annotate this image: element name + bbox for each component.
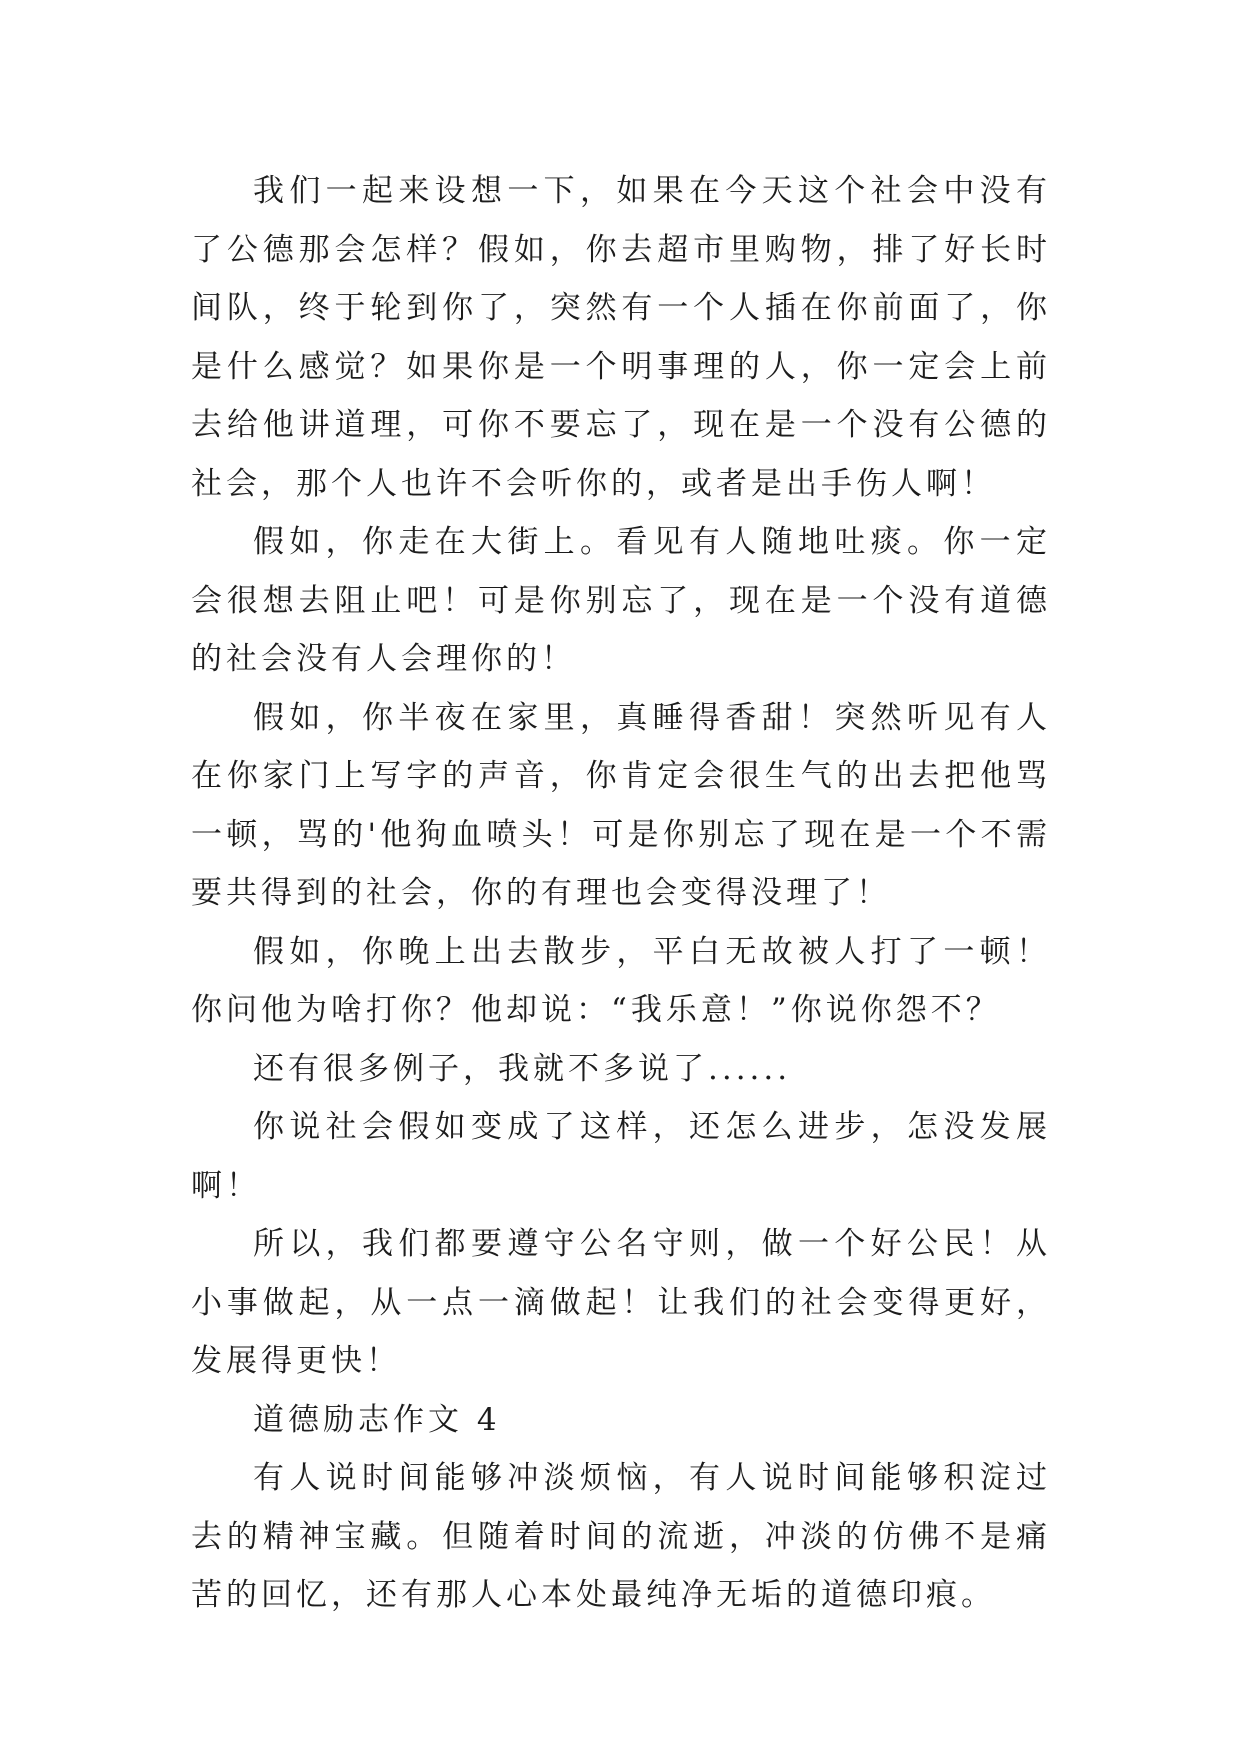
paragraph-3: 假如，你半夜在家里，真睡得香甜！突然听见有人在你家门上写字的声音，你肯定会很生气的出去把他骂一顿，骂的'他狗血喷头！可是你别忘了现在是一个不需要共得到的社会，你的有理也会变得没理了！: [191, 699, 1051, 911]
section-heading: 道德励志作文 4: [253, 1401, 501, 1438]
section-paragraph-1: 有人说时间能够冲淡烦恼，有人说时间能够积淀过去的精神宝藏。但随着时间的流逝，冲淡的仿佛不是痛苦的回忆，还有那人心本处最纯净无垢的道德印痕。: [191, 1460, 1051, 1613]
paragraph-2: 假如，你走在大街上。看见有人随地吐痰。你一定会很想去阻止吧！可是你别忘了，现在是一个没有道德的社会没有人会理你的！: [191, 524, 1051, 677]
paragraph-4: 假如，你晚上出去散步，平白无故被人打了一顿！你问他为啥打你？他却说：“我乐意！”你说你怨不？: [191, 933, 1051, 1028]
document-body: [191, 162, 1051, 1625]
paragraph-5: 还有很多例子，我就不多说了......: [253, 1050, 792, 1087]
paragraph-1: 我们一起来设想一下，如果在今天这个社会中没有了公德那会怎样？假如，你去超市里购物，排了好长时间队，终于轮到你了，突然有一个人插在你前面了，你是什么感觉？如果你是一个明事理的人，你一定会上前去给他讲道理，可你不要忘了，现在是一个没有公德的社会，那个人也许不会听你的，或者是出手伤人啊！: [191, 173, 1051, 502]
paragraph-7: 所以，我们都要遵守公名守则，做一个好公民！从小事做起，从一点一滴做起！让我们的社会变得更好，发展得更快！: [191, 1226, 1051, 1379]
paragraph-6: 你说社会假如变成了这样，还怎么进步，怎没发展啊！: [191, 1109, 1051, 1204]
